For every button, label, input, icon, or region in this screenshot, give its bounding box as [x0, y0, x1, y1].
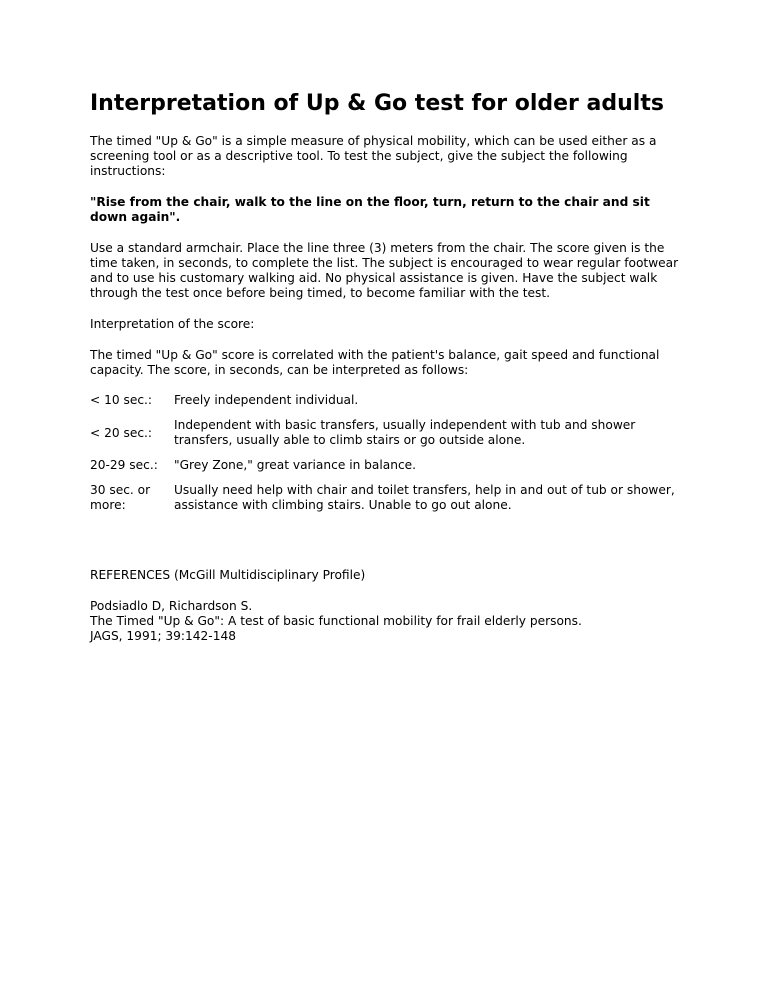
references-heading: REFERENCES (McGill Multidisciplinary Profile)	[90, 568, 366, 582]
score-range: < 10 sec.:	[90, 393, 152, 407]
reference-authors: Podsiadlo D, Richardson S.	[90, 599, 253, 613]
interpretation-paragraph: The timed "Up & Go" score is correlated with the patient's balance, gait speed and functional capacity. The score, in seconds, can be interpreted as follows:	[90, 348, 660, 377]
procedure-paragraph: Use a standard armchair. Place the line three (3) meters from the chair. The score given is the time taken, in seconds, to complete the list. The subject is encouraged to wear regular footwear and to use his customary walking aid. No physical assistance is given. Have the subject walk through the test once before being timed, to become familiar with the test.	[90, 241, 679, 300]
document-page	[90, 88, 690, 644]
score-range: < 20 sec.:	[90, 425, 152, 440]
score-meaning: Usually need help with chair and toilet transfers, help in and out of tub or shower, assistance with climbing stairs. Unable to go out alone.	[174, 483, 675, 512]
reference-journal: JAGS, 1991; 39:142-148	[90, 629, 236, 643]
score-table	[90, 388, 690, 518]
score-range: 20-29 sec.:	[90, 458, 158, 472]
score-row	[90, 453, 690, 478]
score-meaning: "Grey Zone," great variance in balance.	[174, 458, 417, 472]
section-spacer	[90, 518, 690, 568]
instruction-quote: "Rise from the chair, walk to the line on the floor, turn, return to the chair and sit down again".	[90, 195, 650, 224]
interpretation-heading: Interpretation of the score:	[90, 317, 255, 331]
document-title: Interpretation of Up & Go test for older adults	[90, 91, 664, 116]
score-range: 30 sec. or more:	[90, 483, 151, 512]
score-meaning: Freely independent individual.	[174, 393, 359, 407]
reference-article: The Timed "Up & Go": A test of basic functional mobility for frail elderly persons.	[90, 614, 582, 628]
intro-paragraph: The timed "Up & Go" is a simple measure of physical mobility, which can be used either as a screening tool or as a descriptive tool. To test the subject, give the subject the following instructions:	[90, 134, 657, 178]
reference-citation	[90, 599, 690, 644]
score-meaning: Independent with basic transfers, usually independent with tub and shower transfers, usually able to climb stairs or go outside alone.	[174, 418, 636, 447]
score-row	[90, 478, 690, 518]
score-row	[90, 413, 690, 453]
score-row	[90, 388, 690, 413]
references-section	[90, 568, 690, 644]
